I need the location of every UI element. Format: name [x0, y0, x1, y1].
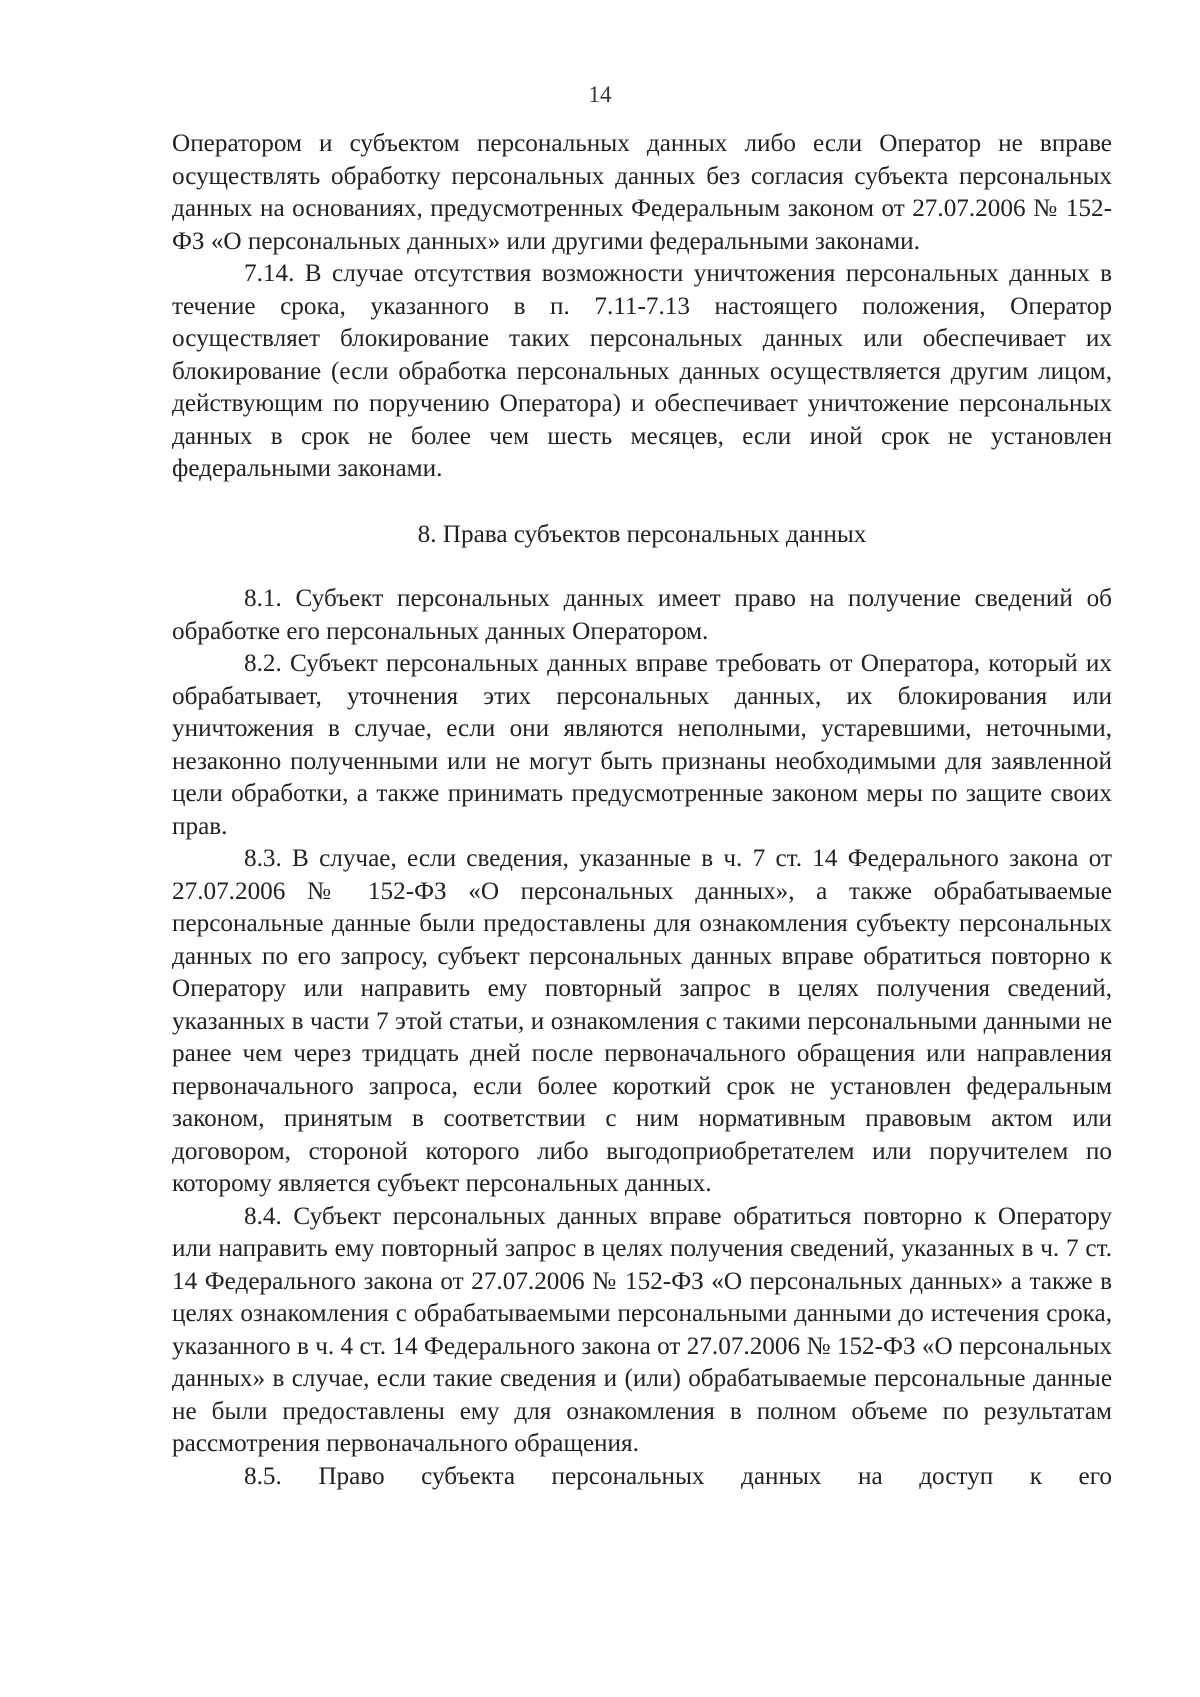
paragraph-8-2: 8.2. Субъект персональных данных вправе требовать от Оператора, который их обрабатывает, уточнения этих персональных данных, их блокирования или уничтожения в случае, если они являются неполными, устаревшими, неточными, незаконно полученными или не могут быть признаны необходимыми для заявленной цели обработки, а также принимать предусмотренные законом меры по защите своих прав. — [172, 650, 1112, 840]
paragraph-8-4: 8.4. Субъект персональных данных вправе обратиться повторно к Оператору или направить ему повторный запрос в целях получения сведений, указанных в ч. 7 ст. 14 Федерального закона от 27.07.2006 № 152-ФЗ «О персональных данных» а также в целях ознакомления с обрабатываемыми персональными данными до истечения срока, указанного в ч. 4 ст. 14 Федерального закона от 27.07.2006 № 152-ФЗ «О персональных данных» в случае, если такие сведения и (или) обрабатываемые персональные данные не были предоставлены ему для ознакомления в полном объеме по результатам рассмотрения первоначального обращения. — [172, 1202, 1112, 1457]
paragraph-7-14: 7.14. В случае отсутствия возможности уничтожения персональных данных в течение срока, указанного в п. 7.11-7.13 настоящего положения, Оператор осуществляет блокирование таких персональных данных или обеспечивает их блокирование (если обработка персональных данных осуществляется другим лицом, действующим по поручению Оператора) и обеспечивает уничтожение персональных данных в срок не более чем шесть месяцев, если иной срок не установлен федеральными законами. — [172, 260, 1112, 482]
paragraph-8-1: 8.1. Субъект персональных данных имеет право на получение сведений об обработке его персональных данных Оператором. — [172, 585, 1112, 645]
paragraph-8-5: 8.5. Право субъекта персональных данных на доступ к его — [244, 1462, 1112, 1490]
document-body — [172, 128, 1112, 1493]
paragraph-8-3: 8.3. В случае, если сведения, указанные в ч. 7 ст. 14 Федерального закона от 27.07.2006 № 152-ФЗ «О персональных данных», а также обрабатываемые персональные данные были предоставлены для ознакомления субъекту персональных данных по его запросу, субъект персональных данных вправе обратиться повторно к Оператору или направить ему повторный запрос в целях получения сведений, указанных в части 7 этой статьи, и ознакомления с такими персональными данными не ранее чем через тридцать дней после первоначального обращения или направления первоначального запроса, если более короткий срок не установлен федеральным законом, принятым в соответствии с ним нормативным правовым актом или договором, стороной которого либо выгодоприобретателем или поручителем по которому является субъект персональных данных. — [172, 845, 1112, 1197]
section-8-heading: 8. Права субъектов персональных данных — [417, 520, 867, 548]
page-number: 14 — [588, 82, 612, 107]
paragraph-continuation: Оператором и субъектом персональных данных либо если Оператор не вправе осуществлять обработку персональных данных без согласия субъекта персональных данных на основаниях, предусмотренных Федеральным законом от 27.07.2006 № 152-ФЗ «О персональных данных» или другими федеральными законами. — [172, 130, 1112, 255]
